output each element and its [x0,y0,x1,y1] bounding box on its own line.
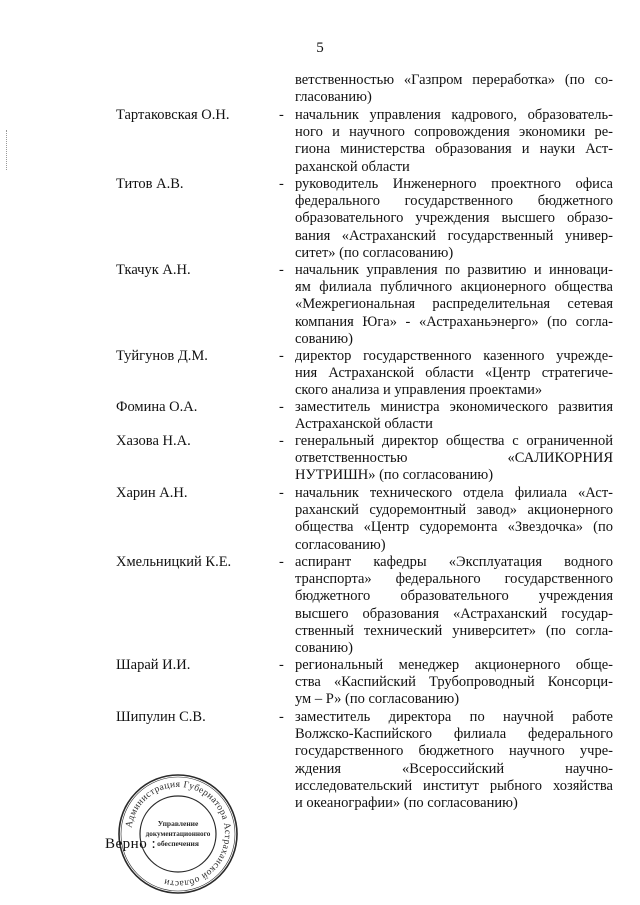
description-line: сованию) [295,330,353,347]
member-name: Ткачук А.Н. [116,262,191,278]
member-position [295,554,613,657]
description-line: и океанографии» (по согласованию) [295,795,518,812]
description-line: заместитель министра экономического развития [295,399,613,415]
member-position [295,176,613,262]
description-line: общества «Центр судоремонта «Звездочка» (по [295,519,613,536]
member-name: Титов А.В. [116,176,184,192]
continuation-description [295,72,613,106]
dash-separator: - [279,709,284,725]
description-line: ства «Каспийский Трубопроводный Консорци- [295,674,613,691]
dash-separator: - [279,262,284,278]
description-line: ния Астраханской области «Центр стратегиче- [295,365,613,382]
seal-center-line: Управление [157,819,199,828]
description-line: вания «Астраханский государственный универ- [295,227,613,244]
dash-separator: - [279,485,284,501]
member-position [295,485,613,554]
member-name: Хмельницкий К.Е. [116,554,232,570]
member-name: Фомина О.А. [116,399,198,415]
seal-ring-text: Администрация Губернатора Астраханской области [124,779,233,889]
description-line: ям филиала публичного акционерного общества [295,279,613,296]
description-line: раханский судоремонтный завод» акционерного [295,502,613,519]
member-position [295,262,613,348]
description-line: гиона министерства образования и науки Аст- [295,141,613,158]
dash-separator: - [279,176,284,192]
description-line: компания Юга» - «Астраханьэнерго» (по согла- [295,313,613,330]
description-line: НУТРИШН» (по согласованию) [295,467,494,484]
description-line: ского анализа и управления проектами» [295,382,543,399]
description-line: гласованию) [295,89,372,106]
member-name: Харин А.Н. [116,485,188,501]
description-line: ного и научного сопровождения экономики ре- [295,124,613,141]
description-line: генеральный директор общества с ограниченной [295,433,613,449]
description-line: начальник управления по развитию и инноваци- [295,262,613,278]
description-line: руководитель Инженерного проектного офиса [295,176,613,192]
description-line: директор государственного казенного учрежде- [295,348,613,364]
member-name: Шипулин С.В. [116,709,206,725]
description-line: федерального государственного бюджетного [295,193,613,210]
description-line: начальник технического отдела филиала «Аст- [295,485,613,501]
member-position [295,348,613,400]
description-line: ветственностью «Газпром переработка» (по со- [295,72,613,88]
description-line: ответственностью «САЛИКОРНИЯ [295,450,613,467]
dash-separator: - [279,348,284,364]
description-line: транспорта» федерального государственного [295,571,613,588]
verno-label: Верно : [105,836,157,852]
dash-separator: - [279,433,284,449]
description-line: Волжско-Каспийского филиала федерального [295,726,613,743]
dash-separator: - [279,399,284,415]
description-line: ум – Р» (по согласованию) [295,691,460,708]
description-line: образовательного учреждения высшего образо- [295,210,613,227]
description-line: высшего образования «Астраханский государ- [295,605,613,622]
member-name: Туйгунов Д.М. [116,348,208,364]
description-line: ждения «Всероссийский научно- [295,760,613,777]
member-position [295,709,613,812]
description-line: ственный технический университет» (по согла- [295,622,613,639]
page-number: 5 [316,40,324,56]
description-line: ситет» (по согласованию) [295,244,454,261]
description-line: аспирант кафедры «Эксплуатация водного [295,554,613,570]
seal-center-line: документационного [145,830,211,838]
description-line: Астраханской области [295,416,433,433]
seal-center-line: обеспечения [157,839,199,848]
member-name: Хазова Н.А. [116,433,191,449]
description-line: сованию) [295,640,353,657]
description-line: начальник управления кадрового, образователь- [295,107,613,123]
description-line: раханской области [295,158,410,175]
description-line: заместитель директора по научной работе [295,709,613,725]
description-line: «Межрегиональная распределительная сетевая [295,296,613,313]
description-line: исследовательский институт рыбного хозяйства [295,777,613,794]
member-position [295,107,613,176]
member-name: Тартаковская О.Н. [116,107,230,123]
member-name: Шарай И.И. [116,657,191,673]
description-line: региональный менеджер акционерного обще- [295,657,613,673]
member-position [295,433,613,485]
description-line: государственного бюджетного научного учре- [295,743,613,760]
description-line: согласованию) [295,536,386,553]
dash-separator: - [279,657,284,673]
description-line: бюджетного образовательного учреждения [295,588,613,605]
official-seal [116,772,240,896]
member-position [295,399,613,433]
dash-separator: - [279,554,284,570]
dash-separator: - [279,107,284,123]
member-position [295,657,613,709]
